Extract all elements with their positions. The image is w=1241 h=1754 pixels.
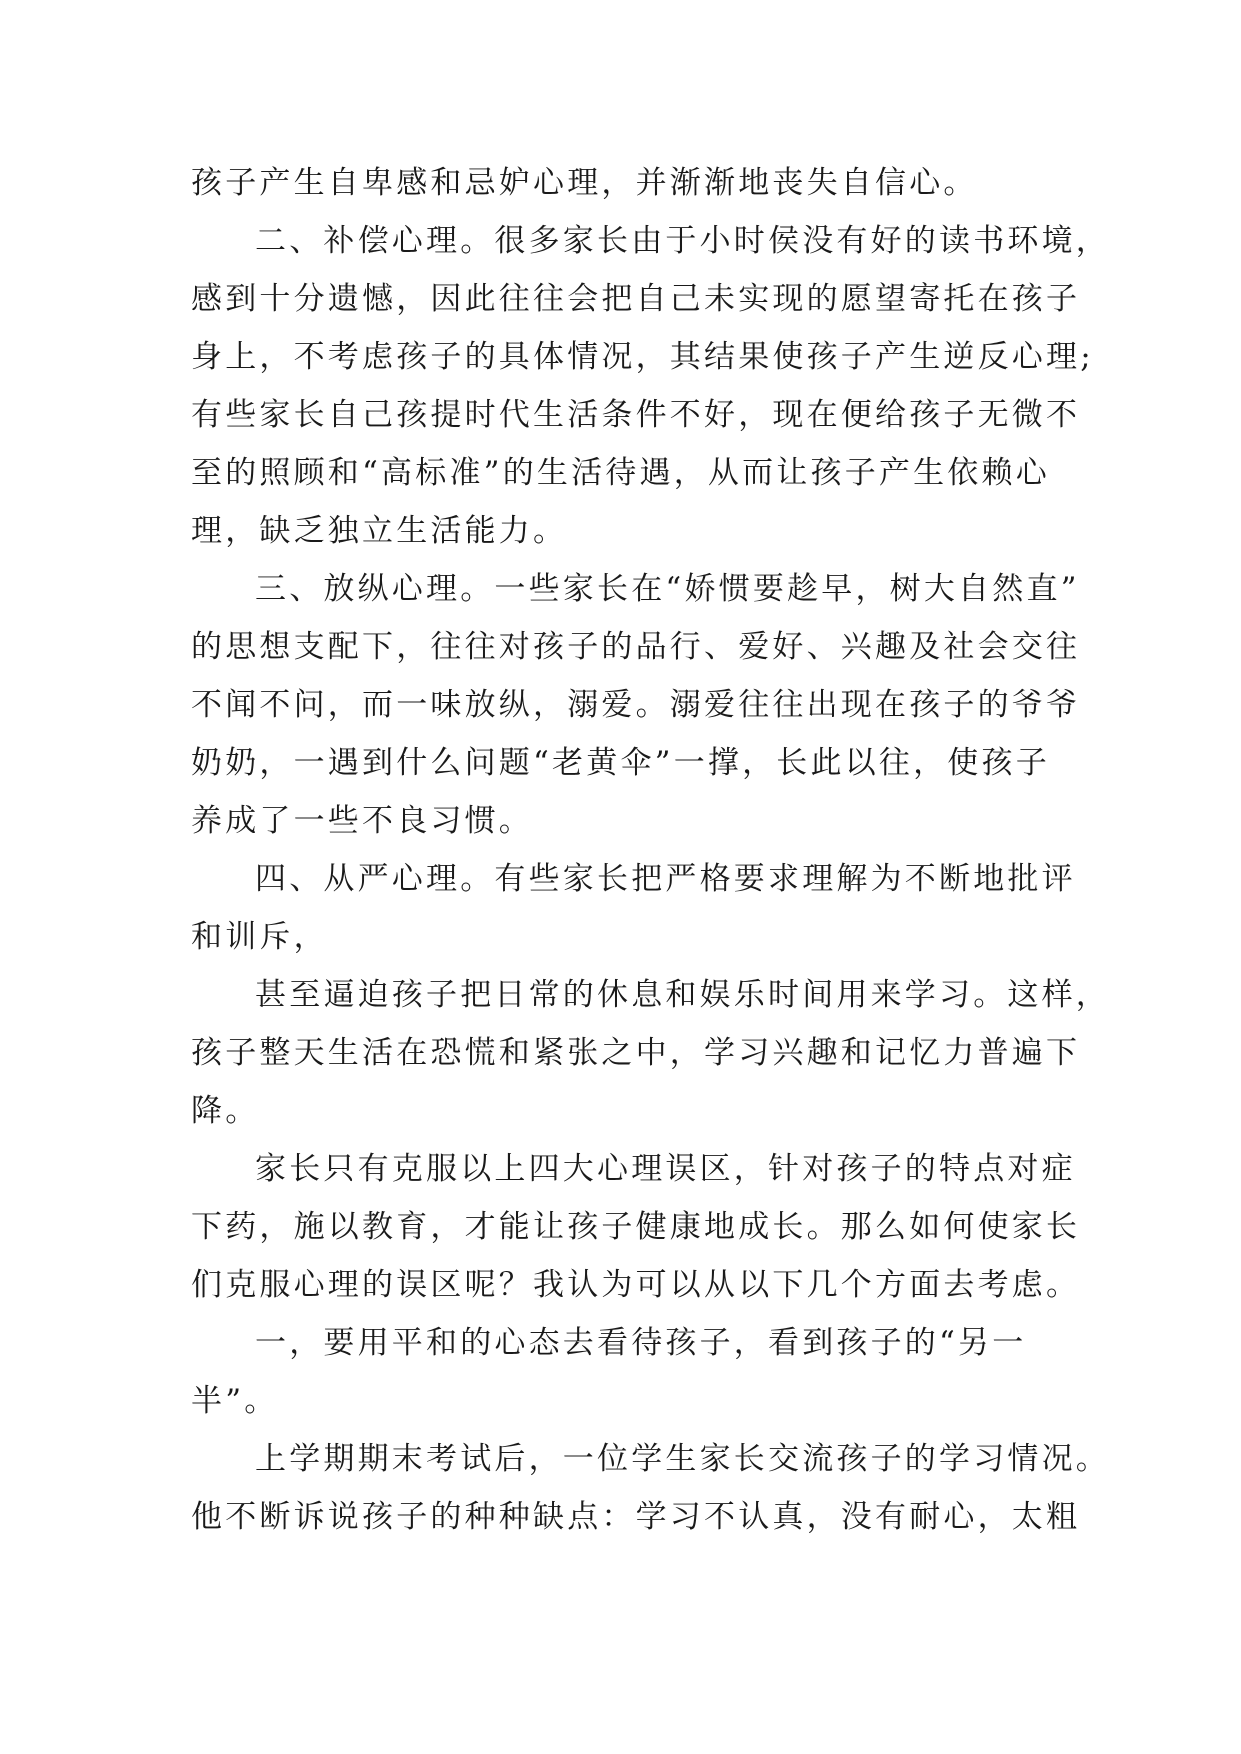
text-line: 一，要用平和的心态去看待孩子，看到孩子的“另一 (255, 1325, 1027, 1361)
text-line: 和训斥， (191, 919, 328, 955)
text-line: 下药，施以教育，才能让孩子健康地成长。那么如何使家长 (191, 1209, 1081, 1245)
text-line: 不闻不问，而一味放纵，溺爱。溺爱往往出现在孩子的爷爷 (191, 687, 1081, 723)
text-line: 孩子整天生活在恐慌和紧张之中，学习兴趣和记忆力普遍下 (191, 1035, 1081, 1071)
text-line: 降。 (191, 1093, 260, 1129)
text-line: 至的照顾和“高标准”的生活待遇，从而让孩子产生依赖心 (191, 455, 1050, 491)
text-line: 甚至逼迫孩子把日常的休息和娱乐时间用来学习。这样， (255, 977, 1110, 1013)
document-body (191, 154, 1110, 1546)
text-line: 理，缺乏独立生活能力。 (191, 513, 568, 549)
text-line: 养成了一些不良习惯。 (191, 803, 533, 839)
text-line: 他不断诉说孩子的种种缺点：学习不认真，没有耐心，太粗 (191, 1499, 1081, 1535)
text-line: 身上，不考虑孩子的具体情况，其结果使孩子产生逆反心理; (191, 339, 1094, 375)
text-line: 孩子产生自卑感和忌妒心理，并渐渐地丧失自信心。 (191, 165, 978, 201)
text-line: 家长只有克服以上四大心理误区，针对孩子的特点对症 (255, 1151, 1076, 1187)
text-line: 感到十分遗憾，因此往往会把自己未实现的愿望寄托在孩子 (191, 281, 1081, 317)
text-line: 四、从严心理。有些家长把严格要求理解为不断地批评 (255, 861, 1076, 897)
text-line: 们克服心理的误区呢？我认为可以从以下几个方面去考虑。 (191, 1267, 1081, 1303)
text-line: 三、放纵心理。一些家长在“娇惯要趁早，树大自然直” (255, 571, 1080, 607)
text-line: 上学期期末考试后，一位学生家长交流孩子的学习情况。 (255, 1441, 1110, 1477)
text-line: 二、补偿心理。很多家长由于小时侯没有好的读书环境， (255, 223, 1110, 259)
text-line: 有些家长自己孩提时代生活条件不好，现在便给孩子无微不 (191, 397, 1081, 433)
text-line: 半”。 (191, 1383, 279, 1419)
text-line: 的思想支配下，往往对孩子的品行、爱好、兴趣及社会交往 (191, 629, 1081, 665)
text-line: 奶奶，一遇到什么问题“老黄伞”一撑，长此以往，使孩子 (191, 745, 1050, 781)
